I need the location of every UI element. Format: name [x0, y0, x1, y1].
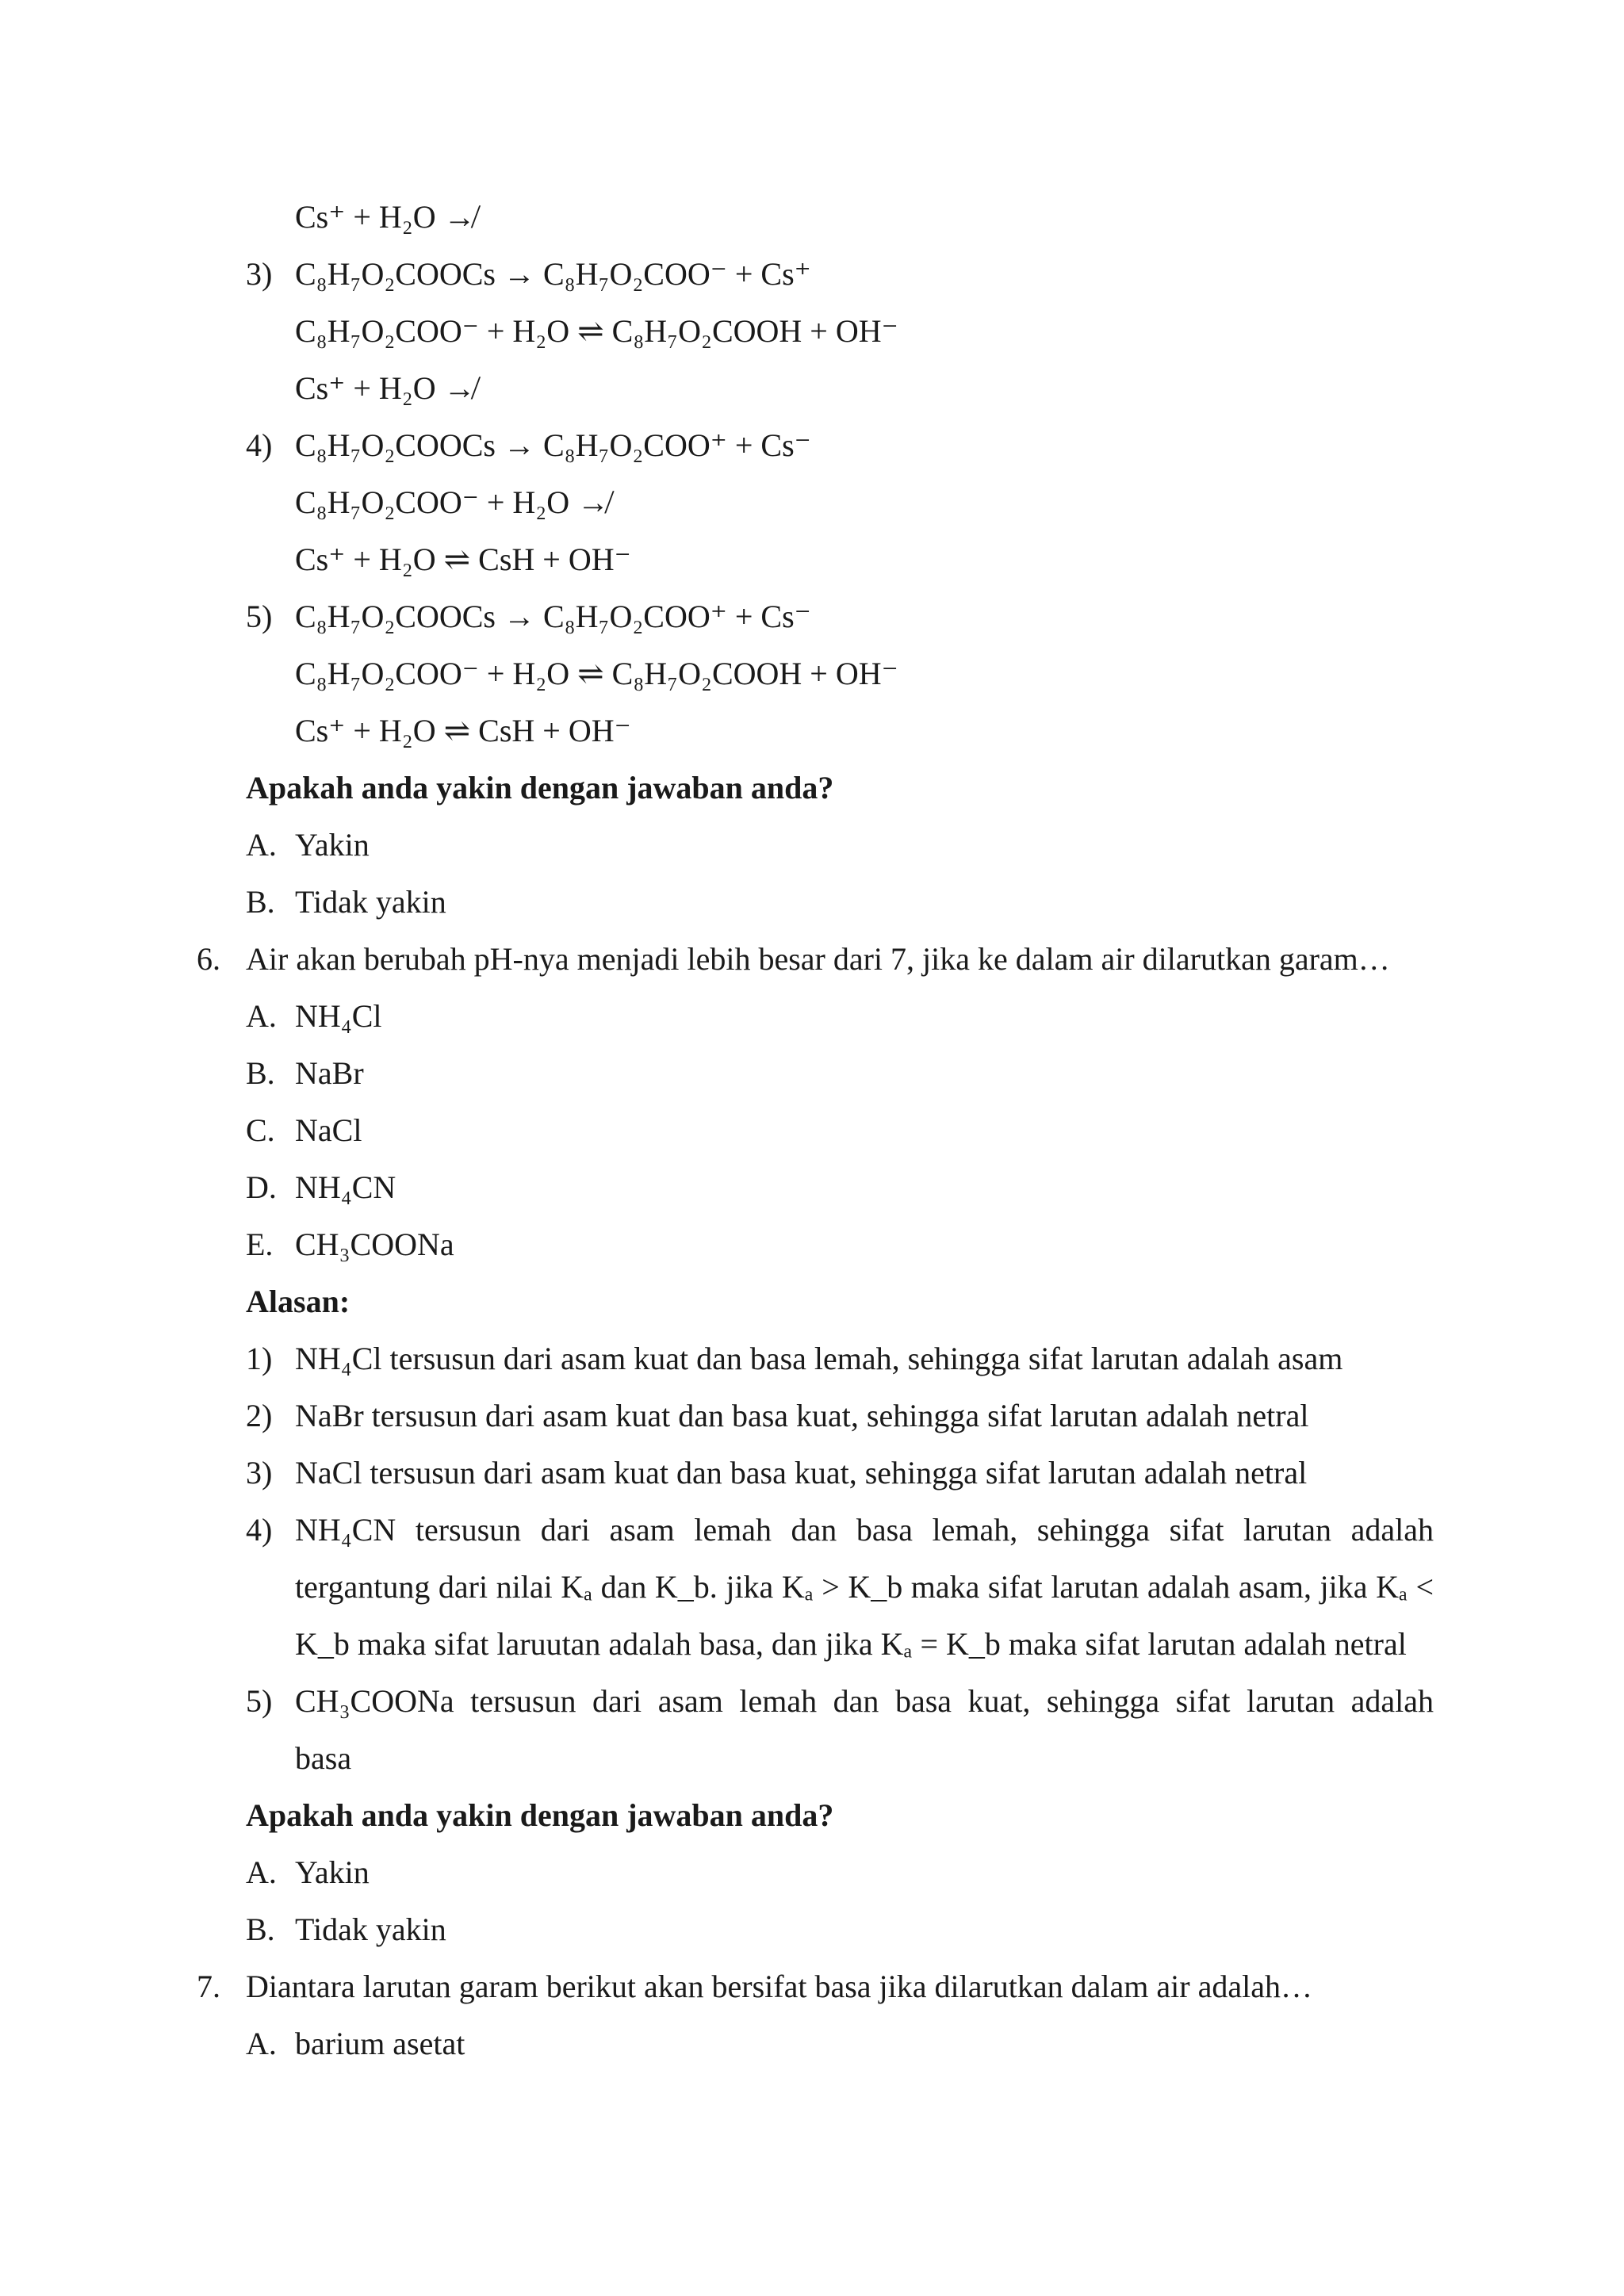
option-tidak-yakin: Tidak yakin: [295, 884, 446, 920]
question-number: 6.: [197, 941, 220, 977]
reason-text: basa: [295, 1740, 352, 1776]
option-text: NaCl: [295, 1112, 362, 1148]
reason-number: 5): [246, 1683, 273, 1719]
equation-line: Cs⁺ + H₂O ↛: [295, 199, 476, 235]
item-number: 3): [246, 256, 273, 292]
equation-line: C₈H₇O₂COOCs → C₈H₇O₂COO⁺ + Cs⁻: [295, 427, 811, 463]
option-label: A.: [246, 1854, 277, 1890]
equation-line: Cs⁺ + H₂O ↛: [295, 370, 476, 406]
item-number: 4): [246, 427, 273, 463]
reason-number: 4): [246, 1512, 273, 1548]
option-yakin: Yakin: [295, 827, 370, 863]
reason-text: K_b maka sifat laruutan adalah basa, dan jika Kₐ = K_b maka sifat larutan adalah netral: [295, 1626, 1407, 1662]
option-label: A.: [246, 827, 277, 863]
reason-heading: Alasan:: [246, 1284, 350, 1319]
reason-text: NaCl tersusun dari asam kuat dan basa kuat, sehingga sifat larutan adalah netral: [295, 1455, 1308, 1490]
reason-text: NH₄Cl tersusun dari asam kuat dan basa lemah, sehingga sifat larutan adalah asam: [295, 1341, 1343, 1376]
question-text: Air akan berubah pH-nya menjadi lebih besar dari 7, jika ke dalam air dilarutkan garam…: [246, 941, 1390, 977]
reason-number: 2): [246, 1398, 273, 1433]
equation-line: C₈H₇O₂COO⁻ + H₂O ⇌ C₈H₇O₂COOH + OH⁻: [295, 656, 898, 691]
option-text: barium asetat: [295, 2026, 465, 2061]
item-number: 5): [246, 599, 273, 634]
reason-text: NaBr tersusun dari asam kuat dan basa kuat, sehingga sifat larutan adalah netral: [295, 1398, 1309, 1433]
confidence-question: Apakah anda yakin dengan jawaban anda?: [246, 770, 834, 806]
option-label: D.: [246, 1169, 277, 1205]
option-tidak-yakin: Tidak yakin: [295, 1911, 446, 1947]
reason-number: 3): [246, 1455, 273, 1490]
equation-line: C₈H₇O₂COO⁻ + H₂O ⇌ C₈H₇O₂COOH + OH⁻: [295, 313, 898, 349]
reason-text: tergantung dari nilai Kₐ dan K_b. jika Kₐ > K_b maka sifat larutan adalah asam, jika Kₐ <: [295, 1569, 1434, 1605]
equation-line: C₈H₇O₂COOCs → C₈H₇O₂COO⁺ + Cs⁻: [295, 599, 811, 634]
option-yakin: Yakin: [295, 1854, 370, 1890]
question-number: 7.: [197, 1969, 220, 2004]
option-text: NH₄CN: [295, 1169, 396, 1205]
option-text: NaBr: [295, 1055, 364, 1091]
reason-text: NH₄CN tersusun dari asam lemah dan basa lemah, sehingga sifat larutan adalah: [295, 1512, 1434, 1548]
reason-text: CH₃COONa tersusun dari asam lemah dan basa kuat, sehingga sifat larutan adalah: [295, 1683, 1434, 1719]
equation-line: C₈H₇O₂COOCs → C₈H₇O₂COO⁻ + Cs⁺: [295, 256, 811, 292]
option-label: B.: [246, 1911, 275, 1947]
confidence-question: Apakah anda yakin dengan jawaban anda?: [246, 1797, 834, 1833]
option-label: E.: [246, 1226, 274, 1262]
option-text: CH₃COONa: [295, 1226, 454, 1262]
option-label: B.: [246, 1055, 275, 1091]
option-text: NH₄Cl: [295, 998, 382, 1034]
option-label: B.: [246, 884, 275, 920]
option-label: A.: [246, 998, 277, 1034]
equation-line: C₈H₇O₂COO⁻ + H₂O ↛: [295, 484, 610, 520]
equation-line: Cs⁺ + H₂O ⇌ CsH + OH⁻: [295, 541, 631, 577]
reason-number: 1): [246, 1341, 273, 1376]
option-label: C.: [246, 1112, 275, 1148]
equation-line: Cs⁺ + H₂O ⇌ CsH + OH⁻: [295, 713, 631, 748]
question-text: Diantara larutan garam berikut akan bersifat basa jika dilarutkan dalam air adalah…: [246, 1969, 1312, 2004]
option-label: A.: [246, 2026, 277, 2061]
